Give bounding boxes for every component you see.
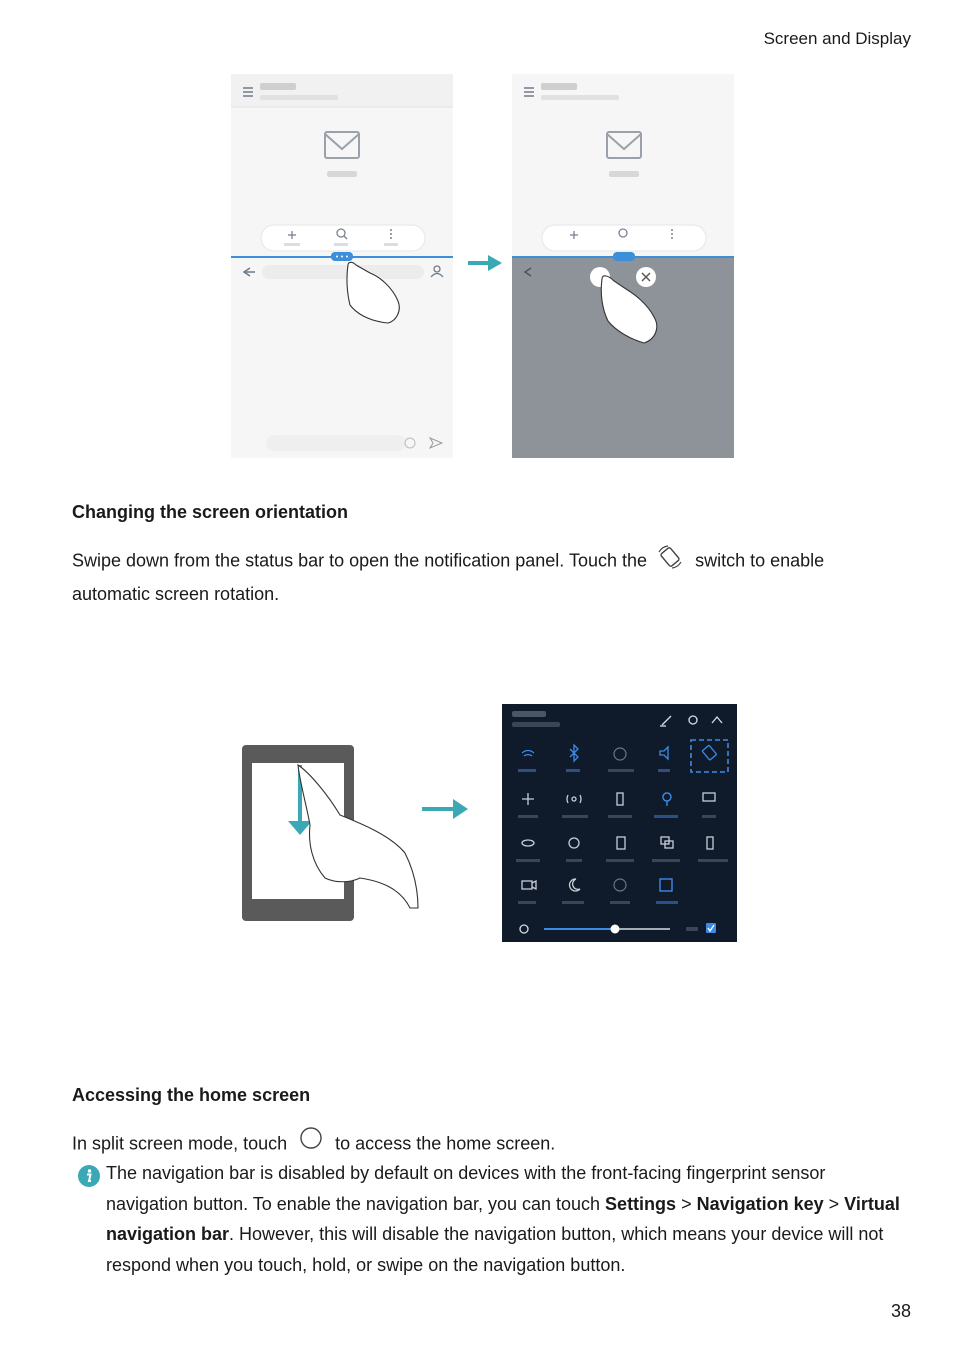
note-sep-2: > [823,1193,845,1214]
home-instructions [72,1127,555,1162]
note-navigation-key: Navigation key [696,1193,824,1214]
orientation-text-3: automatic screen rotation. [72,584,280,604]
note-text-1: The navigation bar is disabled by default on devices with the front-facing fingerprint sensor navigation button. To enable the navigation bar, you can touch [106,1163,826,1214]
rotate-icon [656,544,684,579]
notification-panel [502,704,737,942]
note-text-2: . However, this will disable the navigation button, which means your device will not respond when you touch, hold, or swipe on the navigation button. [106,1224,884,1275]
section-header: Screen and Display [763,29,911,48]
split-screen-figure [230,73,736,459]
phone-right [512,74,734,458]
tablet-illustration [242,745,418,921]
rotation-figure [240,703,740,943]
swipe-arrow-icon [468,255,502,271]
note-sep-1: > [676,1193,697,1214]
page-number: 38 [890,1301,911,1321]
section-title-home: Accessing the home screen [72,1085,311,1105]
home-circle-icon [298,1127,324,1162]
orientation-text-1: Swipe down from the status bar to open the notification panel. Touch the [72,550,648,571]
note-settings: Settings [605,1193,677,1214]
navigation-note [106,1158,906,1280]
orientation-text-2: switch to enable [695,550,825,571]
orientation-instructions [72,544,824,609]
note-virtual-navigation-bar: Virtual navigation bar [106,1193,900,1244]
phone-left [231,74,453,458]
section-title-orientation: Changing the screen orientation [72,502,349,522]
swipe-arrow-icon [422,799,468,819]
home-text-1: In split screen mode, touch [72,1133,288,1154]
info-icon [77,1164,101,1188]
home-text-2: to access the home screen. [335,1133,556,1154]
